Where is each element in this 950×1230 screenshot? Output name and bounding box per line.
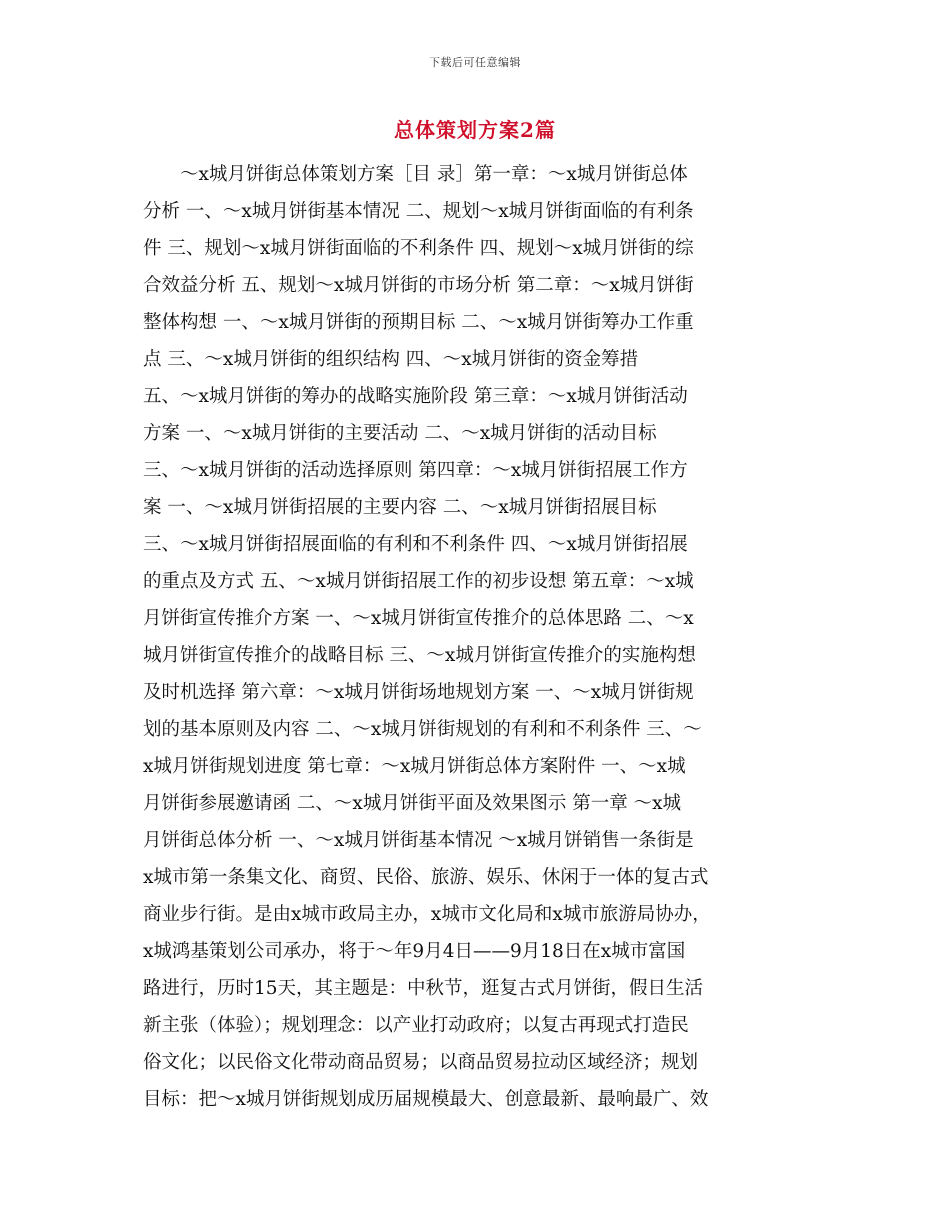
body-line: 新主张（体验）；规划理念：以产业打动政府；以复古再现式打造民 [143, 1015, 689, 1036]
body-line: 案 一、～x城月饼街招展的主要内容 二、～x城月饼街招展目标 [143, 497, 657, 518]
body-line: 三、～x城月饼街招展面临的有利和不利条件 四、～x城月饼街招展 [143, 534, 688, 555]
body-line: 及时机选择 第六章：～x城月饼街场地规划方案 一、～x城月饼街规 [143, 682, 694, 703]
body-line: 路进行，历时15天，其主题是：中秋节，逛复古式月饼街，假日生活 [143, 978, 704, 999]
body-line: x城市第一条集文化、商贸、民俗、旅游、娱乐、休闲于一体的复古式 [143, 867, 709, 888]
body-line: 商业步行街。是由x城市政局主办，x城市文化局和x城市旅游局协办， [143, 904, 711, 925]
body-line: x城月饼街规划进度 第七章：～x城月饼街总体方案附件 一、～x城 [143, 756, 686, 777]
body-line: 月饼街参展邀请函 二、～x城月饼街平面及效果图示 第一章 ～x城 [143, 793, 682, 814]
body-line: 月饼街宣传推介方案 一、～x城月饼街宣传推介的总体思路 二、～x [143, 608, 694, 629]
body-line: 俗文化；以民俗文化带动商品贸易；以商品贸易拉动区域经济；规划 [143, 1052, 699, 1073]
body-line: 月饼街总体分析 一、～x城月饼街基本情况 ～x城月饼销售一条街是 [143, 830, 694, 851]
document-title: 总体策划方案2篇 [394, 118, 556, 142]
body-line: 目标：把～x城月饼街规划成历届规模最大、创意最新、最响最广、效 [143, 1089, 709, 1110]
document-body [143, 156, 809, 1118]
header-note: 下载后可任意编辑 [429, 56, 521, 69]
body-line: 划的基本原则及内容 二、～x城月饼街规划的有利和不利条件 三、～ [143, 719, 702, 740]
body-line: 城月饼街宣传推介的战略目标 三、～x城月饼街宣传推介的实施构想 [143, 645, 696, 666]
body-line: ～x城月饼街总体策划方案［目 录］第一章：～x城月饼街总体 [143, 164, 688, 185]
body-line: 的重点及方式 五、～x城月饼街招展工作的初步设想 第五章：～x城 [143, 571, 694, 592]
body-line: 三、～x城月饼街的活动选择原则 第四章：～x城月饼街招展工作方 [143, 460, 688, 481]
body-line: 点 三、～x城月饼街的组织结构 四、～x城月饼街的资金筹措 [143, 349, 639, 370]
body-line: 合效益分析 五、规划～x城月饼街的市场分析 第二章：～x城月饼街 [143, 275, 694, 296]
body-line: 五、～x城月饼街的筹办的战略实施阶段 第三章：～x城月饼街活动 [143, 386, 688, 407]
body-line: 分析 一、～x城月饼街基本情况 二、规划～x城月饼街面临的有利条 [143, 201, 694, 222]
body-line: 件 三、规划～x城月饼街面临的不利条件 四、规划～x城月饼街的综 [143, 238, 694, 259]
body-line: x城鸿基策划公司承办，将于～年9月4日——9月18日在x城市富国 [143, 941, 686, 962]
body-line: 整体构想 一、～x城月饼街的预期目标 二、～x城月饼街筹办工作重 [143, 312, 694, 333]
body-line: 方案 一、～x城月饼街的主要活动 二、～x城月饼街的活动目标 [143, 423, 657, 444]
